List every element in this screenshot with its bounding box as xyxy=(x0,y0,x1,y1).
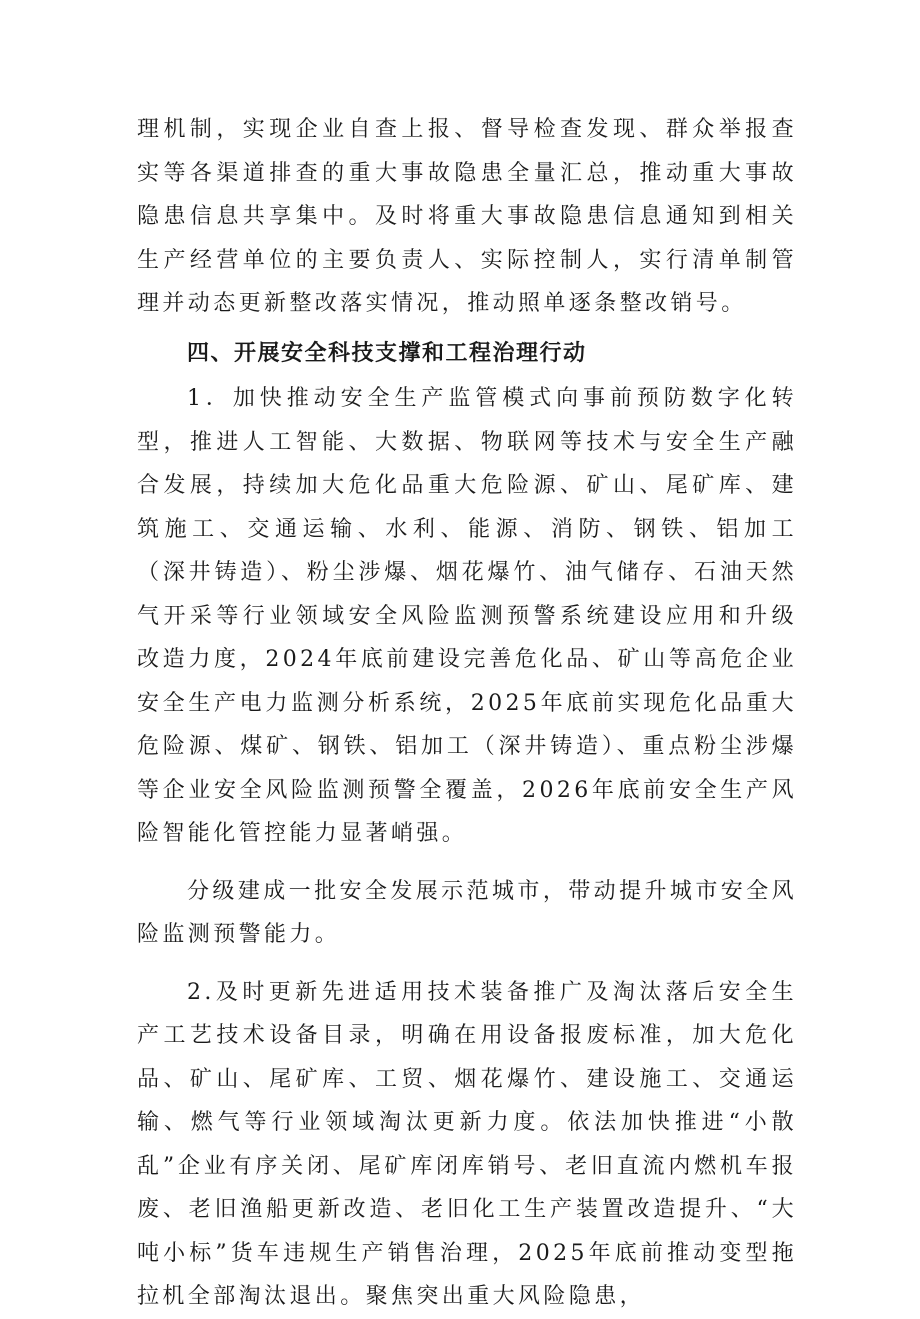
paragraph-city: 分级建成一批安全发展示范城市，带动提升城市安全风险监测预警能力。 xyxy=(137,878,797,947)
section-heading: 四、开展安全科技支撑和工程治理行动 xyxy=(187,340,587,366)
paragraph-continuation: 理机制，实现企业自查上报、督导检查发现、群众举报查实等各渠道排查的重大事故隐患全量汇总，推动重大事故隐患信息共享集中。及时将重大事故隐患信息通知到相关生产经营单位的主要负责人、实际控制人，实行清单制管理并动态更新整改落实情况，推动照单逐条整改销号。 xyxy=(137,117,797,316)
paragraph-item-2: 2.及时更新先进适用技术装备推广及淘汰落后安全生产工艺技术设备目录，明确在用设备报废标准，加大危化品、矿山、尾矿库、工贸、烟花爆竹、建设施工、交通运输、燃气等行业领域淘汰更新力度。依法加快推进“小散乱”企业有序关闭、尾矿库闭库销号、老旧直流内燃机车报废、老旧渔船更新改造、老旧化工生产装置改造提升、“大吨小标”货车违规生产销售治理，2025年底前推动变型拖拉机全部淘汰退出。聚焦突出重大风险隐患， xyxy=(137,979,797,1309)
paragraph-item-1: 1．加快推动安全生产监管模式向事前预防数字化转型，推进人工智能、大数据、物联网等技术与安全生产融合发展，持续加大危化品重大危险源、矿山、尾矿库、建筑施工、交通运输、水利、能源、消防、钢铁、铝加工（深井铸造）、粉尘涉爆、烟花爆竹、油气储存、石油天然气开采等行业领域安全风险监测预警系统建设应用和升级改造力度，2024年底前建设完善危化品、矿山等高危企业安全生产电力监测分析系统，2025年底前实现危化品重大危险源、煤矿、钢铁、铝加工（深井铸造）、重点粉尘涉爆等企业安全风险监测预警全覆盖，2026年底前安全生产风险智能化管控能力显著峭强。 xyxy=(137,386,797,846)
document-body xyxy=(137,108,797,1319)
